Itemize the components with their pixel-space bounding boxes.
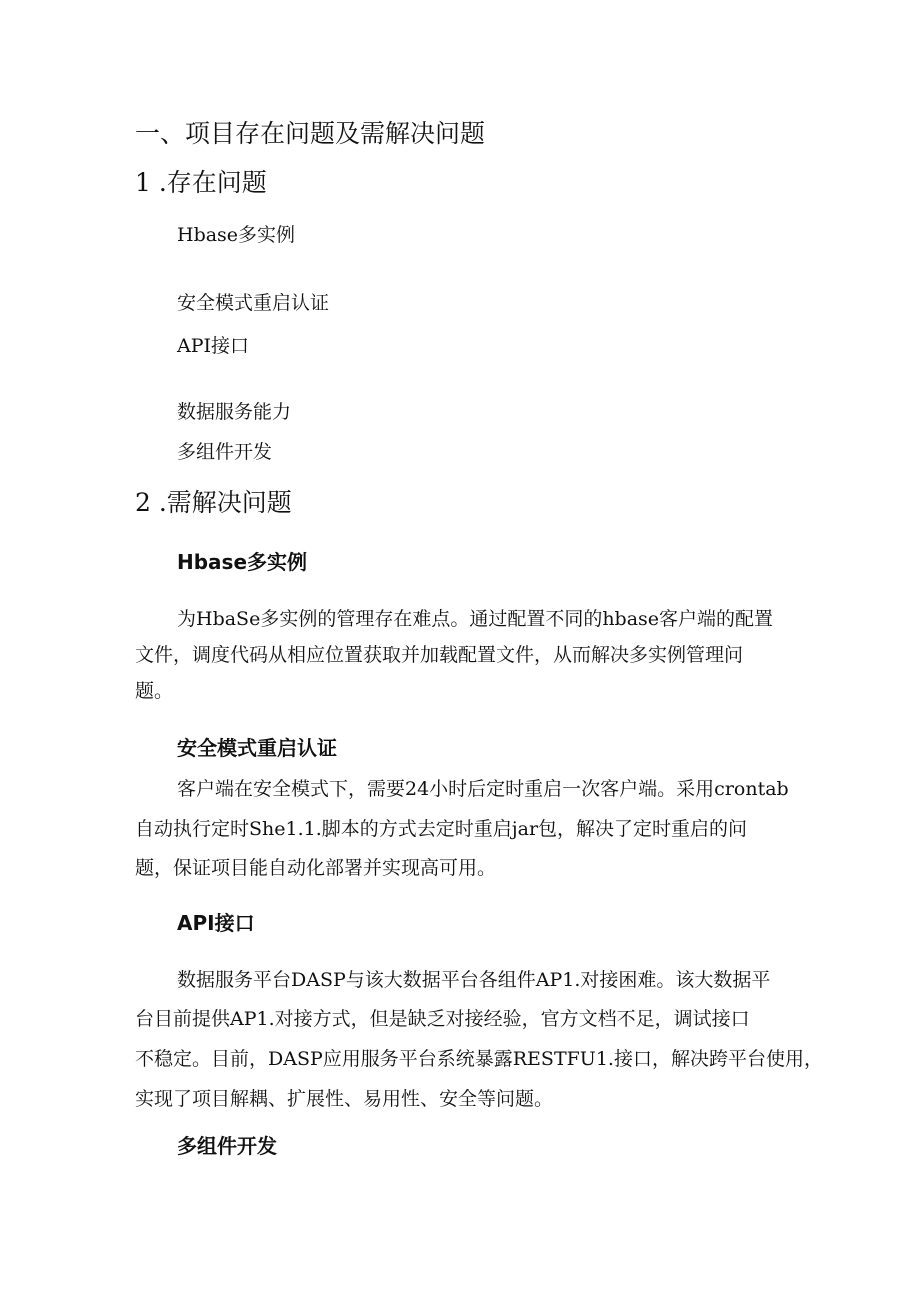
solution-hbase-line-1: 为HbaSe多实例的管理存在难点。通过配置不同的hbase客户端的配置 xyxy=(177,608,774,630)
existing-item-api: API接口 xyxy=(177,335,250,357)
solution-api-line-4: 实现了项目解耦、扩展性、易用性、安全等问题。 xyxy=(135,1088,554,1110)
existing-item-data-service: 数据服务能力 xyxy=(177,401,292,423)
existing-item-hbase: Hbase多实例 xyxy=(177,224,296,246)
solution-title-multi-component: 多组件开发 xyxy=(177,1134,277,1158)
solution-security-line-3: 题，保证项目能自动化部署并实现高可用。 xyxy=(135,857,497,879)
solution-hbase-line-3: 题。 xyxy=(135,680,174,702)
solution-security-line-1: 客户端在安全模式下，需要24小时后定时重启一次客户端。采用crontab xyxy=(177,778,789,800)
solution-title-api: API接口 xyxy=(177,911,255,935)
solution-title-hbase: Hbase多实例 xyxy=(177,550,308,574)
existing-item-security-restart: 安全模式重启认证 xyxy=(177,292,330,314)
existing-item-multi-component: 多组件开发 xyxy=(177,441,273,463)
solution-api-line-1: 数据服务平台DASP与该大数据平台各组件AP1.对接困难。该大数据平 xyxy=(177,969,771,991)
solution-api-line-2: 台目前提供AP1.对接方式，但是缺乏对接经验，官方文档不足，调试接口 xyxy=(135,1008,750,1030)
solution-security-line-2: 自动执行定时She1.1.脚本的方式去定时重启jar包，解决了定时重启的问 xyxy=(135,818,748,840)
solution-hbase-line-2: 文件，调度代码从相应位置获取并加载配置文件，从而解决多实例管理问 xyxy=(135,644,744,666)
section-title: 一、项目存在问题及需解决问题 xyxy=(135,119,486,148)
solutions-heading: 2 .需解决问题 xyxy=(135,488,292,517)
existing-problems-heading: 1 .存在问题 xyxy=(135,168,267,197)
solution-api-line-3: 不稳定。目前，DASP应用服务平台系统暴露RESTFU1.接口，解决跨平台使用， xyxy=(135,1048,823,1070)
solution-title-security-restart: 安全模式重启认证 xyxy=(177,736,337,760)
